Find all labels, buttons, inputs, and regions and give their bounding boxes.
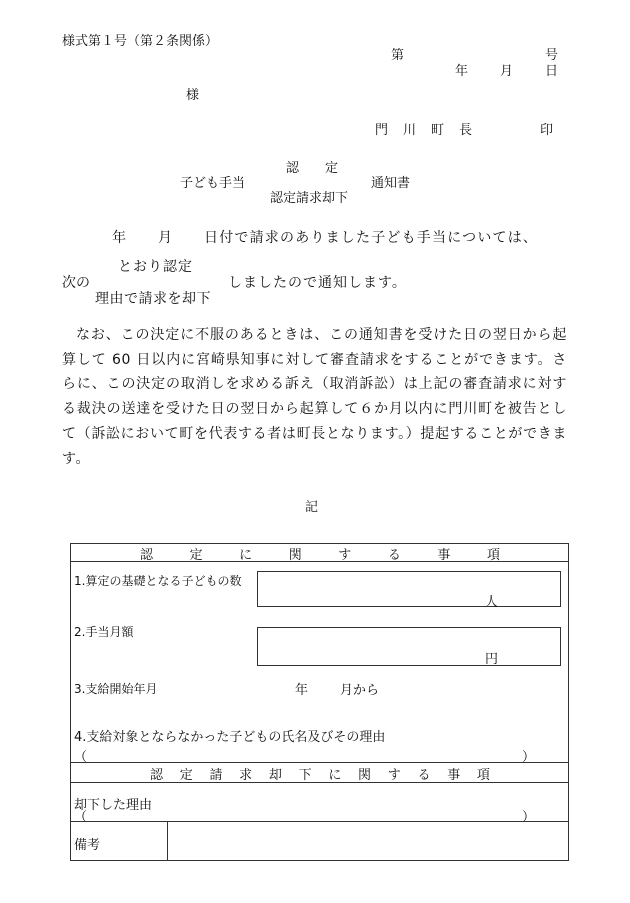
payment-start-year: 年 [295, 683, 309, 698]
body-choice-reject: 理由で請求を却下 [95, 291, 211, 307]
form-number-label: 様式第１号（第２条関係） [62, 34, 219, 49]
section1-header-char: に [239, 548, 253, 563]
remarks-field[interactable] [168, 822, 568, 860]
section2-header-char: 項 [476, 768, 490, 783]
monthly-amount-label: 2.手当月額 [74, 625, 134, 639]
children-count-field[interactable] [257, 571, 561, 607]
body-intro-text: 日付で請求のありました子ども手当については、 [204, 230, 539, 246]
section1-header-char: 関 [288, 548, 302, 563]
monthly-amount-unit: 円 [485, 652, 499, 667]
section1-header-char: 事 [437, 548, 451, 563]
rejection-reason-paren-open: （ [74, 810, 88, 825]
section2-header-char: る [417, 768, 431, 783]
title-notice: 通知書 [371, 176, 411, 191]
section2-header-char: 下 [298, 768, 312, 783]
excluded-reason-paren-open: （ [74, 750, 88, 765]
section1-header-char: 項 [486, 548, 500, 563]
section2-header-char: 認 [150, 768, 164, 783]
appeal-notice-paragraph [62, 323, 567, 471]
section2-header-char: 求 [239, 768, 253, 783]
body-prefix: 次の [62, 275, 90, 291]
rejection-reason-label: 却下した理由 [74, 798, 153, 813]
section2-header-char: す [387, 768, 401, 783]
rejection-reason-paren-close: ） [522, 810, 536, 825]
title-option-approve: 認 定 [286, 161, 339, 176]
title-subject: 子ども手当 [180, 176, 246, 191]
title-option-reject: 認定請求却下 [270, 191, 349, 206]
document-number-prefix: 第 [391, 48, 405, 63]
date-month: 月 [500, 64, 514, 79]
document-number-suffix: 号 [545, 48, 559, 63]
section2-header-top-divider [70, 762, 569, 763]
addressee-suffix: 様 [186, 88, 200, 103]
remarks-label: 備考 [74, 838, 101, 853]
children-count-unit: 人 [485, 595, 499, 610]
excluded-reason-paren-close: ） [522, 750, 536, 765]
payment-start-month: 月から [340, 683, 380, 698]
section2-header [150, 764, 490, 783]
section2-header-char: に [328, 768, 342, 783]
section2-header-char: 定 [179, 768, 193, 783]
date-day: 日 [545, 64, 559, 79]
date-year: 年 [455, 64, 469, 79]
body-choice-approve: とおり認定 [118, 259, 193, 275]
excluded-children-label: 4.支給対象とならなかった子どもの氏名及びその理由 [74, 730, 386, 745]
section2-header-char: 請 [209, 768, 223, 783]
payment-start-label: 3.支給開始年月 [74, 682, 158, 696]
seal-mark: 印 [540, 123, 554, 138]
body-suffix: しましたので通知します。 [228, 275, 407, 291]
section1-header-char: 定 [189, 548, 203, 563]
section1-header-char: 認 [140, 548, 154, 563]
issuer-name: 門 川 町 長 [375, 123, 474, 138]
section1-header-char: す [338, 548, 352, 563]
section1-header [140, 544, 500, 563]
monthly-amount-field[interactable] [257, 627, 561, 666]
body-month: 月 [158, 230, 172, 246]
appeal-notice-text: なお、この決定に不服のあるときは、この通知書を受けた日の翌日から起算して 60 日以内に宮崎県知事に対して審査請求をすることができます。さらに、この決定の取消しを求める訴え（取消訴訟）は上記の審査請求に対する裁決の送達を受けた日の翌日から起算して６か月以内に門川町を被告として（訴訟において町を代表する者は町長となります。）提起することができます。 [62, 327, 567, 467]
section2-header-char: 関 [358, 768, 372, 783]
body-year: 年 [112, 230, 126, 246]
section1-header-char: る [387, 548, 401, 563]
ki-heading: 記 [305, 500, 319, 515]
section2-header-char: 却 [268, 768, 282, 783]
children-count-label: 1.算定の基礎となる子どもの数 [74, 574, 242, 588]
section2-header-char: 事 [447, 768, 461, 783]
